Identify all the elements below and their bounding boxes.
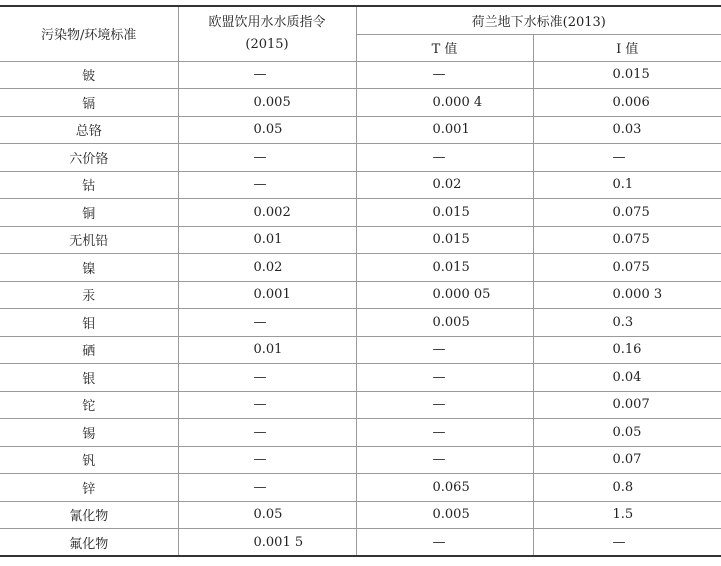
i-value-cell: 0.006: [533, 89, 721, 117]
pollutant-cell: 锌: [0, 474, 178, 502]
i-value-cell: 0.05: [533, 419, 721, 447]
t-value-cell: —: [356, 446, 533, 474]
eu-value-cell: 0.001: [178, 281, 356, 309]
i-value-cell: 0.075: [533, 254, 721, 282]
pollutant-cell: 钴: [0, 171, 178, 199]
header-nl-standard: [356, 6, 721, 34]
eu-value-cell: 0.005: [178, 89, 356, 117]
t-value-cell: 0.015: [356, 226, 533, 254]
eu-value-cell: —: [178, 446, 356, 474]
header-row-1: [0, 6, 721, 34]
i-value-cell: 0.075: [533, 199, 721, 227]
table-row: [0, 254, 721, 282]
eu-value-cell: —: [178, 171, 356, 199]
eu-value-cell: —: [178, 309, 356, 337]
t-value-cell: —: [356, 336, 533, 364]
table-body: [0, 61, 721, 556]
t-value-cell: 0.02: [356, 171, 533, 199]
header-i-value: [533, 34, 721, 61]
table-row: [0, 281, 721, 309]
t-value-cell: 0.000 05: [356, 281, 533, 309]
t-value-cell: —: [356, 61, 533, 89]
i-value-cell: 0.1: [533, 171, 721, 199]
i-value-cell: 0.8: [533, 474, 721, 502]
eu-value-cell: 0.02: [178, 254, 356, 282]
t-value-cell: —: [356, 364, 533, 392]
pollutant-cell: 硒: [0, 336, 178, 364]
pollutant-cell: 氰化物: [0, 501, 178, 529]
table-row: [0, 226, 721, 254]
t-value-cell: 0.005: [356, 501, 533, 529]
pollutant-cell: 总铬: [0, 116, 178, 144]
i-value-cell: 0.007: [533, 391, 721, 419]
table-row: [0, 391, 721, 419]
pollutant-cell: 钼: [0, 309, 178, 337]
pollutant-cell: 镍: [0, 254, 178, 282]
header-pollutant: [0, 6, 178, 61]
table-row: [0, 144, 721, 172]
table-row: [0, 309, 721, 337]
pollutant-cell: 六价铬: [0, 144, 178, 172]
eu-value-cell: 0.002: [178, 199, 356, 227]
eu-value-cell: —: [178, 474, 356, 502]
t-value-cell: —: [356, 419, 533, 447]
header-t-label: T 值: [431, 42, 458, 57]
table-row: [0, 171, 721, 199]
t-value-cell: 0.001: [356, 116, 533, 144]
i-value-cell: 0.3: [533, 309, 721, 337]
t-value-cell: 0.065: [356, 474, 533, 502]
i-value-cell: —: [533, 144, 721, 172]
table-row: [0, 419, 721, 447]
eu-value-cell: 0.01: [178, 336, 356, 364]
header-pollutant-label: 污染物/环境标准: [41, 28, 137, 44]
header-eu-directive: [178, 6, 356, 61]
header-i-label: I 值: [616, 42, 639, 57]
i-value-cell: 0.015: [533, 61, 721, 89]
i-value-cell: 0.16: [533, 336, 721, 364]
t-value-cell: —: [356, 144, 533, 172]
table-row: [0, 501, 721, 529]
pollutant-cell: 银: [0, 364, 178, 392]
t-value-cell: —: [356, 529, 533, 557]
t-value-cell: 0.015: [356, 199, 533, 227]
standards-table: [0, 5, 721, 557]
table-row: [0, 446, 721, 474]
table-row: [0, 474, 721, 502]
pollutant-cell: 锡: [0, 419, 178, 447]
t-value-cell: —: [356, 391, 533, 419]
eu-value-cell: 0.01: [178, 226, 356, 254]
eu-value-cell: 0.001 5: [178, 529, 356, 557]
table-row: [0, 199, 721, 227]
eu-value-cell: —: [178, 364, 356, 392]
table-row: [0, 336, 721, 364]
table-row: [0, 364, 721, 392]
table-header: [0, 6, 721, 61]
i-value-cell: 0.075: [533, 226, 721, 254]
pollutant-cell: 铊: [0, 391, 178, 419]
t-value-cell: 0.005: [356, 309, 533, 337]
table-row: [0, 529, 721, 557]
i-value-cell: 0.04: [533, 364, 721, 392]
i-value-cell: 0.07: [533, 446, 721, 474]
pollutant-cell: 氟化物: [0, 529, 178, 557]
i-value-cell: 0.000 3: [533, 281, 721, 309]
eu-value-cell: —: [178, 419, 356, 447]
header-eu-year: (2015): [245, 36, 289, 52]
eu-value-cell: —: [178, 144, 356, 172]
header-eu-title: 欧盟饮用水水质指令: [208, 14, 326, 30]
pollutant-cell: 铍: [0, 61, 178, 89]
header-t-value: [356, 34, 533, 61]
eu-value-cell: —: [178, 391, 356, 419]
eu-value-cell: —: [178, 61, 356, 89]
header-nl-label: 荷兰地下水标准(2013): [471, 14, 606, 30]
pollutant-cell: 钒: [0, 446, 178, 474]
i-value-cell: 1.5: [533, 501, 721, 529]
pollutant-cell: 镉: [0, 89, 178, 117]
table-row: [0, 89, 721, 117]
i-value-cell: 0.03: [533, 116, 721, 144]
pollutant-cell: 无机铅: [0, 226, 178, 254]
pollutant-cell: 铜: [0, 199, 178, 227]
table-row: [0, 61, 721, 89]
i-value-cell: —: [533, 529, 721, 557]
table-row: [0, 116, 721, 144]
t-value-cell: 0.015: [356, 254, 533, 282]
t-value-cell: 0.000 4: [356, 89, 533, 117]
pollutant-cell: 汞: [0, 281, 178, 309]
eu-value-cell: 0.05: [178, 501, 356, 529]
eu-value-cell: 0.05: [178, 116, 356, 144]
